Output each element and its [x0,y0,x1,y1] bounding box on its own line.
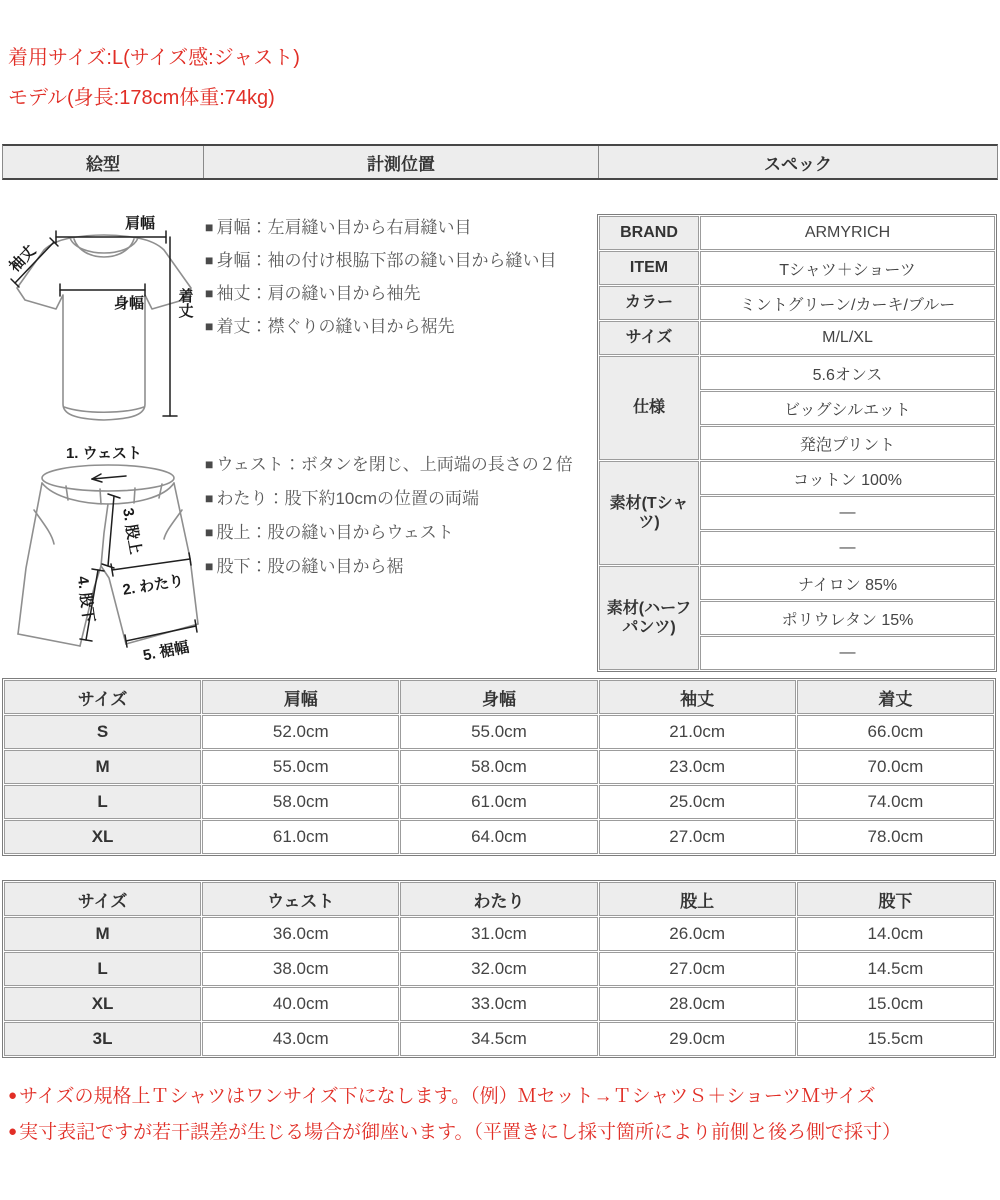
cell: 14.0cm [797,917,994,951]
tshirt-shoulder-label: 肩幅 [124,215,156,232]
cell: 78.0cm [797,820,994,854]
measure-note-line [205,277,597,310]
square-bullet-icon: ■ [205,252,214,268]
cell: 55.0cm [202,750,399,784]
spec-label-size: サイズ [599,321,699,355]
bottom-note-text: 実寸表記ですが若干誤差が生じる場合が御座います。（平置きにし採寸箇所により前側と後ろ側で採寸） [19,1122,902,1143]
square-bullet-icon: ■ [205,558,214,574]
cell: 34.5cm [400,1022,597,1056]
section-header-row [2,144,998,180]
tshirt-measure-lines [11,231,177,416]
row-size-label: XL [4,987,201,1021]
cell: 38.0cm [202,952,399,986]
col-header: 着丈 [797,680,994,714]
cell: 36.0cm [202,917,399,951]
spec-value-material-pants: ポリウレタン 15% [700,601,995,635]
measure-note-text: 袖丈：肩の縫い目から袖先 [216,284,421,303]
spec-label-brand: BRAND [599,216,699,250]
bottom-note-text: サイズの規格上Ｔシャツはワンサイズ下になします。（例）Ｍセット→ＴシャツＳ＋ショーツＭサイズ [19,1086,876,1107]
row-size-label: M [4,750,201,784]
cell: 31.0cm [400,917,597,951]
square-bullet-icon: ■ [205,219,214,235]
cell: 28.0cm [599,987,796,1021]
measure-note-line [205,244,597,277]
cell: 23.0cm [599,750,796,784]
table-row [4,820,994,854]
cell: 61.0cm [400,785,597,819]
cell: 27.0cm [599,820,796,854]
cell: 26.0cm [599,917,796,951]
col-header: 肩幅 [202,680,399,714]
shorts-hem-label: 5. 裾幅 [141,638,191,665]
header-spec: スペック [764,154,832,174]
cell: 21.0cm [599,715,796,749]
measure-note-text: 肩幅：左肩縫い目から右肩縫い目 [216,218,472,237]
bottom-notes [8,1078,901,1150]
spec-value-feature: ビッグシルエット [700,391,995,425]
cell: 15.0cm [797,987,994,1021]
spec-value-size: M/L/XL [700,321,995,355]
spec-label-material-tshirt: 素材(Tシャツ) [599,461,699,565]
shorts-inseam-label: 4. 股下 [73,575,98,624]
spec-value-feature: 5.6オンス [700,356,995,390]
tshirt-measure-notes [205,211,597,343]
spec-value-material-tshirt: コットン 100% [700,461,995,495]
table-row [4,785,994,819]
spec-value-material-pants: ナイロン 85% [700,566,995,600]
measure-note-line [205,310,597,343]
measure-note-text: 股下：股の縫い目から裾 [216,557,404,576]
square-bullet-icon: ■ [205,456,214,472]
measure-note-line [205,481,597,515]
cell: 52.0cm [202,715,399,749]
row-size-label: S [4,715,201,749]
shorts-watari-label: 2. わたり [121,572,186,599]
measure-note-text: わたり：股下約10cmの位置の両端 [216,489,480,508]
tshirt-sleeve-label: 袖丈 [6,242,40,276]
size-rule-note [8,1078,901,1114]
spec-value-item: Tシャツ＋ショーツ [700,251,995,285]
table-header-row [4,882,994,916]
table-row [4,952,994,986]
table-row [4,750,994,784]
spec-label-material-pants: 素材(ハーフパンツ) [599,566,699,670]
row-size-label: 3L [4,1022,201,1056]
col-header: 袖丈 [599,680,796,714]
cell: 66.0cm [797,715,994,749]
cell: 27.0cm [599,952,796,986]
table-row [4,1022,994,1056]
shorts-rise-label: 3. 股上 [119,506,144,556]
measure-note-text: 身幅：袖の付け根脇下部の縫い目から縫い目 [216,251,557,270]
table-row [4,917,994,951]
circle-bullet-icon: ● [8,1087,18,1104]
worn-size-note: 着用サイズ:L(サイズ感:ジャスト) [8,47,300,69]
row-size-label: XL [4,820,201,854]
col-header: 身幅 [400,680,597,714]
cell: 55.0cm [400,715,597,749]
measure-note-text: ウェスト：ボタンを閉じ、上両端の長さの２倍 [216,455,573,474]
tshirt-outline [17,235,191,420]
shorts-outline [18,465,198,646]
tshirt-length-label: 着丈 [176,288,194,318]
measure-note-text: 着丈：襟ぐりの縫い目から裾先 [216,317,455,336]
cell: 61.0cm [202,820,399,854]
spec-value-brand: ARMYRICH [700,216,995,250]
cell: 70.0cm [797,750,994,784]
cell: 29.0cm [599,1022,796,1056]
table-header-row [4,680,994,714]
spec-value-material-pants: — [700,636,995,670]
square-bullet-icon: ■ [205,490,214,506]
table-row [4,987,994,1021]
spec-value-material-tshirt: — [700,531,995,565]
tshirt-size-table [2,678,996,856]
model-info-note: モデル(身長:178cm体重:74kg) [8,87,275,109]
cell: 40.0cm [202,987,399,1021]
spec-table [597,214,997,672]
row-size-label: L [4,785,201,819]
measure-note-line [205,447,597,481]
col-header: 股下 [797,882,994,916]
header-measure-position: 計測位置 [204,146,599,178]
cell: 15.5cm [797,1022,994,1056]
cell: 14.5cm [797,952,994,986]
shorts-measure-notes [205,447,597,583]
cell: 58.0cm [202,785,399,819]
shorts-waist-label: 1. ウェスト [65,445,143,462]
row-size-label: M [4,917,201,951]
header-drawing-type: 絵型 [3,146,204,178]
col-header: サイズ [4,882,201,916]
measure-note-text: 股上：股の縫い目からウェスト [216,523,454,542]
shorts-diagram [4,438,204,670]
spec-value-material-tshirt: — [700,496,995,530]
cell: 58.0cm [400,750,597,784]
spec-label-color: カラー [599,286,699,320]
spec-value-color: ミントグリーン/カーキ/ブルー [700,286,995,320]
cell: 64.0cm [400,820,597,854]
cell: 25.0cm [599,785,796,819]
col-header: ウェスト [202,882,399,916]
cell: 33.0cm [400,987,597,1021]
spec-label-features: 仕様 [599,356,699,460]
tolerance-note [8,1114,901,1150]
spec-label-item: ITEM [599,251,699,285]
table-row [4,715,994,749]
cell: 43.0cm [202,1022,399,1056]
circle-bullet-icon: ● [8,1123,18,1140]
col-header: サイズ [4,680,201,714]
square-bullet-icon: ■ [205,318,214,334]
cell: 32.0cm [400,952,597,986]
shorts-size-table [2,880,996,1058]
col-header: 股上 [599,882,796,916]
square-bullet-icon: ■ [205,524,214,540]
tshirt-bodywidth-label: 身幅 [113,295,145,312]
square-bullet-icon: ■ [205,285,214,301]
measure-note-line [205,515,597,549]
col-header: わたり [400,882,597,916]
tshirt-diagram [4,204,204,436]
measure-note-line [205,549,597,583]
row-size-label: L [4,952,201,986]
measure-note-line [205,211,597,244]
spec-value-feature: 発泡プリント [700,426,995,460]
cell: 74.0cm [797,785,994,819]
